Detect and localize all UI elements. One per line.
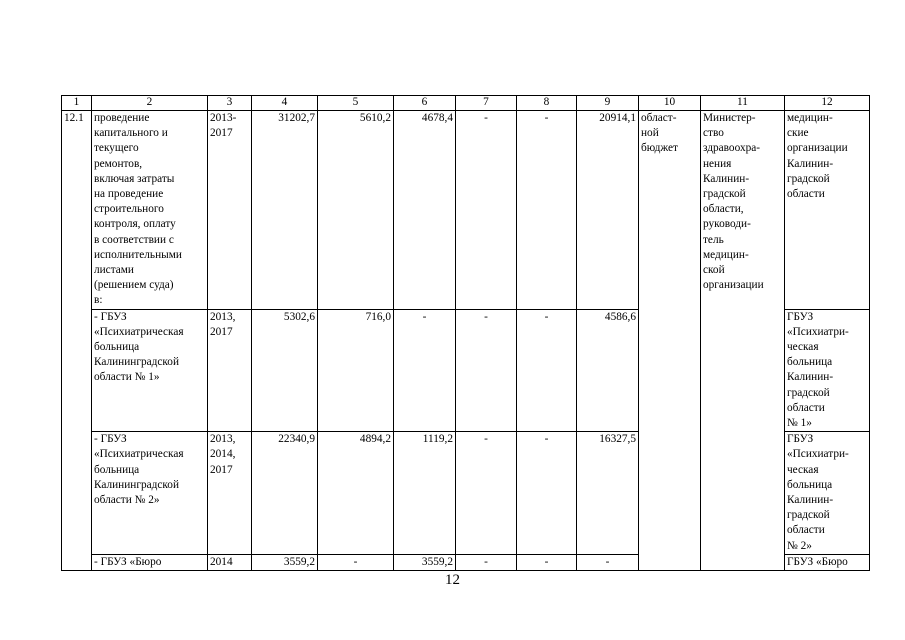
item-col5: 716,0 <box>318 309 394 432</box>
item-col5: 4894,2 <box>318 432 394 555</box>
program-table <box>61 95 870 571</box>
item-col9: 16327,5 <box>577 432 639 555</box>
item-col8: - <box>517 432 577 555</box>
item-col7: - <box>456 309 517 432</box>
item-col7: - <box>456 111 517 310</box>
col-header-3: 3 <box>208 96 252 111</box>
item-years: 2014 <box>208 554 252 570</box>
col-header-7: 7 <box>456 96 517 111</box>
item-recipient: медицин- ские организации Калинин- градской области <box>785 111 870 310</box>
item-years: 2013, 2017 <box>208 309 252 432</box>
item-number: 12.1 <box>62 111 92 571</box>
item-col9: 20914,1 <box>577 111 639 310</box>
item-total: 22340,9 <box>252 432 318 555</box>
col-header-12: 12 <box>785 96 870 111</box>
col-header-8: 8 <box>517 96 577 111</box>
table-row <box>62 111 870 310</box>
column-number-row <box>62 96 870 111</box>
item-col9: 4586,6 <box>577 309 639 432</box>
col-header-9: 9 <box>577 96 639 111</box>
col-header-10: 10 <box>639 96 701 111</box>
item-col8: - <box>517 554 577 570</box>
responsible-executor: Министер- ство здравоохра- нения Калинин- градской области, руководи- тель медицин- ской организации <box>701 111 785 571</box>
item-col9: - <box>577 554 639 570</box>
item-description: - ГБУЗ «Психиатрическая больница Калининградской области № 1» <box>92 309 208 432</box>
item-total: 3559,2 <box>252 554 318 570</box>
col-header-1: 1 <box>62 96 92 111</box>
item-col5: 5610,2 <box>318 111 394 310</box>
item-total: 31202,7 <box>252 111 318 310</box>
item-col6: 1119,2 <box>394 432 456 555</box>
col-header-2: 2 <box>92 96 208 111</box>
item-description: - ГБУЗ «Бюро <box>92 554 208 570</box>
item-col5: - <box>318 554 394 570</box>
item-col6: - <box>394 309 456 432</box>
item-col7: - <box>456 554 517 570</box>
item-recipient: ГБУЗ «Психиатри- ческая больница Калинин- градской области № 1» <box>785 309 870 432</box>
item-col6: 4678,4 <box>394 111 456 310</box>
col-header-11: 11 <box>701 96 785 111</box>
item-col8: - <box>517 309 577 432</box>
item-total: 5302,6 <box>252 309 318 432</box>
item-description: - ГБУЗ «Психиатрическая больница Калининградской области № 2» <box>92 432 208 555</box>
col-header-5: 5 <box>318 96 394 111</box>
item-years: 2013, 2014, 2017 <box>208 432 252 555</box>
col-header-4: 4 <box>252 96 318 111</box>
item-description: проведение капитального и текущего ремонтов, включая затраты на проведение строительного контроля, оплату в соответствии с исполнительными листами (решением суда) в: <box>92 111 208 310</box>
item-col7: - <box>456 432 517 555</box>
item-col6: 3559,2 <box>394 554 456 570</box>
item-years: 2013- 2017 <box>208 111 252 310</box>
funding-source: област- ной бюджет <box>639 111 701 571</box>
col-header-6: 6 <box>394 96 456 111</box>
page-number: 12 <box>445 572 460 588</box>
item-recipient: ГБУЗ «Психиатри- ческая больница Калинин- градской области № 2» <box>785 432 870 555</box>
item-col8: - <box>517 111 577 310</box>
item-recipient: ГБУЗ «Бюро <box>785 554 870 570</box>
